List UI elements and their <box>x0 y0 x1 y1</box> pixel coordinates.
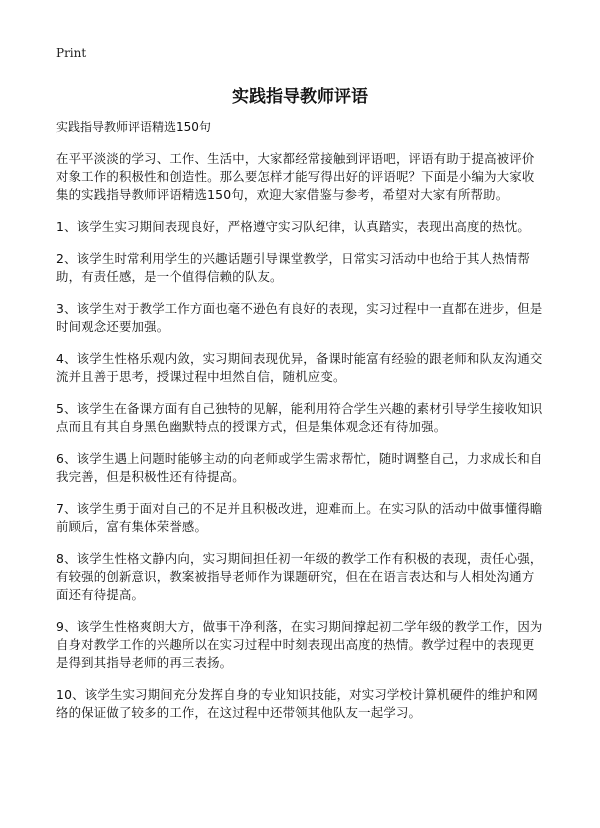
page-title: 实践指导教师评语 <box>232 87 368 107</box>
comment-item-5: 5、该学生在备课方面有自己独特的见解，能利用符合学生兴趣的素材引导学生接收知识点而且有其自身黑色幽默特点的授课方式，但是集体观念还有待加强。 <box>56 401 543 434</box>
document-subtitle: 实践指导教师评语精选150句 <box>56 120 211 134</box>
intro-paragraph: 在平平淡淡的学习、工作、生活中，大家都经常接触到评语吧，评语有助于提高被评价对象工作的积极性和创造性。那么要怎样才能写得出好的评语呢？下面是小编为大家收集的实践指导教师评语精选150句，欢迎大家借鉴与参考，希望对大家有所帮助。 <box>56 151 535 202</box>
comment-item-7: 7、该学生勇于面对自己的不足并且积极改进，迎难而上。在实习队的活动中做事懂得瞻前顾后，富有集体荣誉感。 <box>56 501 543 534</box>
comment-item-3: 3、该学生对于教学工作方面也毫不逊色有良好的表现，实习过程中一直都在进步，但是时间观念还要加强。 <box>56 301 543 334</box>
comment-item-9: 9、该学生性格爽朗大方，做事干净利落，在实习期间撑起初二学年级的教学工作，因为自身对教学工作的兴趣所以在实习过程中时刻表现出高度的热情。教学过程中的表现更是得到其指导老师的再三表扬。 <box>56 619 543 670</box>
document-body <box>56 119 546 736</box>
print-link[interactable]: Print <box>56 46 87 60</box>
comment-item-8: 8、该学生性格文静内向，实习期间担任初一年级的教学工作有积极的表现，责任心强，有较强的创新意识，教案被指导老师作为课题研究，但在在语言表达和与人相处沟通方面还有待提高。 <box>56 551 543 602</box>
comment-item-1: 1、该学生实习期间表现良好，严格遵守实习队纪律，认真踏实，表现出高度的热忱。 <box>56 219 530 234</box>
comment-item-10: 10、该学生实习期间充分发挥自身的专业知识技能，对实习学校计算机硬件的维护和网络的保证做了较多的工作，在这过程中还带领其他队友一起学习。 <box>56 687 539 720</box>
comment-item-6: 6、该学生遇上问题时能够主动的向老师或学生需求帮忙，随时调整自己，力求成长和自我完善，但是积极性还有待提高。 <box>56 451 543 484</box>
comment-item-2: 2、该学生时常利用学生的兴趣话题引导课堂教学，日常实习活动中也给于其人热情帮助，有责任感，是一个值得信赖的队友。 <box>56 251 530 284</box>
comment-item-4: 4、该学生性格乐观内敛，实习期间表现优异，备课时能富有经验的跟老师和队友沟通交流并且善于思考，授课过程中坦然自信，随机应变。 <box>56 351 543 384</box>
